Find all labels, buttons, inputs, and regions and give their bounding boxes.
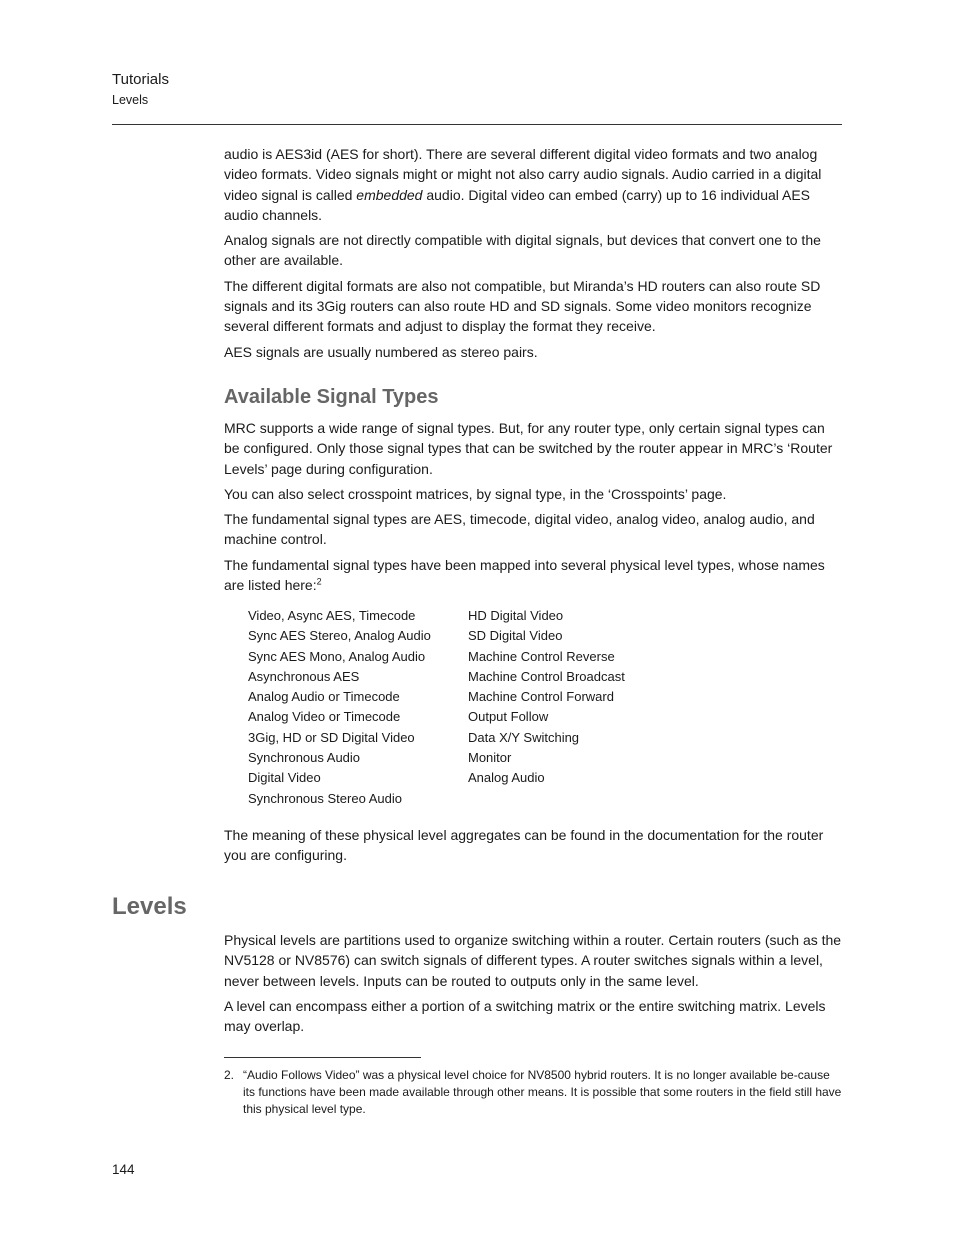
levels-text — [224, 930, 844, 1041]
list-item: Video, Async AES, Timecode — [248, 608, 416, 623]
list-item: Sync AES Stereo, Analog Audio — [248, 628, 431, 644]
body-paragraph: A level can encompass either a portion of a switching matrix or the entire switching matrix. Levels may overlap. — [224, 997, 826, 1035]
list-item: Machine Control Broadcast — [468, 668, 625, 684]
list-item: Machine Control Reverse — [468, 648, 615, 664]
intro-paragraph: AES signals are usually numbered as stereo pairs. — [224, 343, 538, 360]
list-item: Asynchronous AES — [248, 668, 360, 684]
intro-paragraph: audio is AES3id (AES for short). There are several different digital video formats and two analog video formats. Video signals might or might not also carry audio signals. Audio carried in a digital video signal is called embedded audio. Digital video can embed (carry) up to 16 individual AES audio channels. — [224, 146, 822, 223]
signal-types-closing — [224, 825, 844, 871]
list-item: Output Follow — [468, 709, 549, 725]
intro-paragraph: Analog signals are not directly compatible with digital signals, but devices that convert one to the other are available. — [224, 232, 821, 269]
list-item: Analog Audio or Timecode — [248, 689, 400, 705]
footnote-text: “Audio Follows Video” was a physical level choice for NV8500 hybrid routers. It is no longer available be-cause its functions have been made available through other means. It is possible that some routers in the field still have this physical level type. — [243, 1068, 842, 1116]
body-paragraph: The meaning of these physical level aggregates can be found in the documentation for the router you are configuring. — [224, 827, 824, 864]
list-item: 3Gig, HD or SD Digital Video — [248, 729, 415, 745]
list-item: Sync AES Mono, Analog Audio — [248, 648, 426, 664]
emphasis: embedded — [356, 186, 423, 203]
list-item: Analog Video or Timecode — [248, 709, 401, 725]
list-item: Digital Video — [248, 770, 321, 786]
page-number: 144 — [112, 1162, 135, 1177]
body-paragraph: MRC supports a wide range of signal types. But, for any router type, only certain signal types can be configured. Only those signal types that can be switched by the router appear in MRC’s ‘Router Levels’ page during configuration. — [224, 420, 833, 477]
footnote-number: 2. — [224, 1068, 235, 1082]
list-item: Monitor — [468, 750, 512, 766]
running-header-section: Levels — [112, 93, 149, 107]
list-item: Machine Control Forward — [468, 689, 614, 705]
intro-text — [224, 144, 844, 367]
level-types-column-left — [248, 606, 431, 809]
running-header-chapter: Tutorials — [112, 71, 169, 88]
footnote — [224, 1067, 844, 1118]
intro-paragraph: The different digital formats are also not compatible, but Miranda’s HD routers can also route SD signals and its 3Gig routers can also route HD and SD signals. Some video monitors recognize several different formats and adjust to display the format they receive. — [224, 277, 821, 335]
signal-types-text — [224, 418, 844, 600]
body-paragraph: The fundamental signal types have been mapped into several physical level types, whose names are listed here:$^2$ — [224, 556, 825, 594]
list-item: Synchronous Audio — [248, 750, 361, 766]
body-paragraph: You can also select crosspoint matrices, by signal type, in the ‘Crosspoints’ page. — [224, 485, 727, 502]
body-paragraph: The fundamental signal types are AES, timecode, digital video, analog video, analog audio, and machine control. — [224, 511, 815, 548]
list-item: Analog Audio — [468, 770, 545, 786]
list-item: HD Digital Video — [468, 608, 564, 623]
level-types-column-right — [468, 606, 625, 789]
list-item: Data X/Y Switching — [468, 729, 580, 745]
section-heading-levels: Levels — [112, 893, 187, 920]
header-divider — [112, 124, 842, 125]
footnote-reference[interactable]: 2 — [316, 576, 322, 587]
body-paragraph: Physical levels are partitions used to organize switching within a router. Certain routers (such as the NV5128 or NV8576) can switch signals of different types. A router switches signals within a level, never between levels. Inputs can be routed to outputs only in the same level. — [224, 932, 842, 989]
list-item: SD Digital Video — [468, 628, 563, 644]
section-heading-available-signal-types: Available Signal Types — [224, 386, 439, 408]
list-item: Synchronous Stereo Audio — [248, 790, 402, 806]
footnote-divider — [224, 1057, 421, 1058]
